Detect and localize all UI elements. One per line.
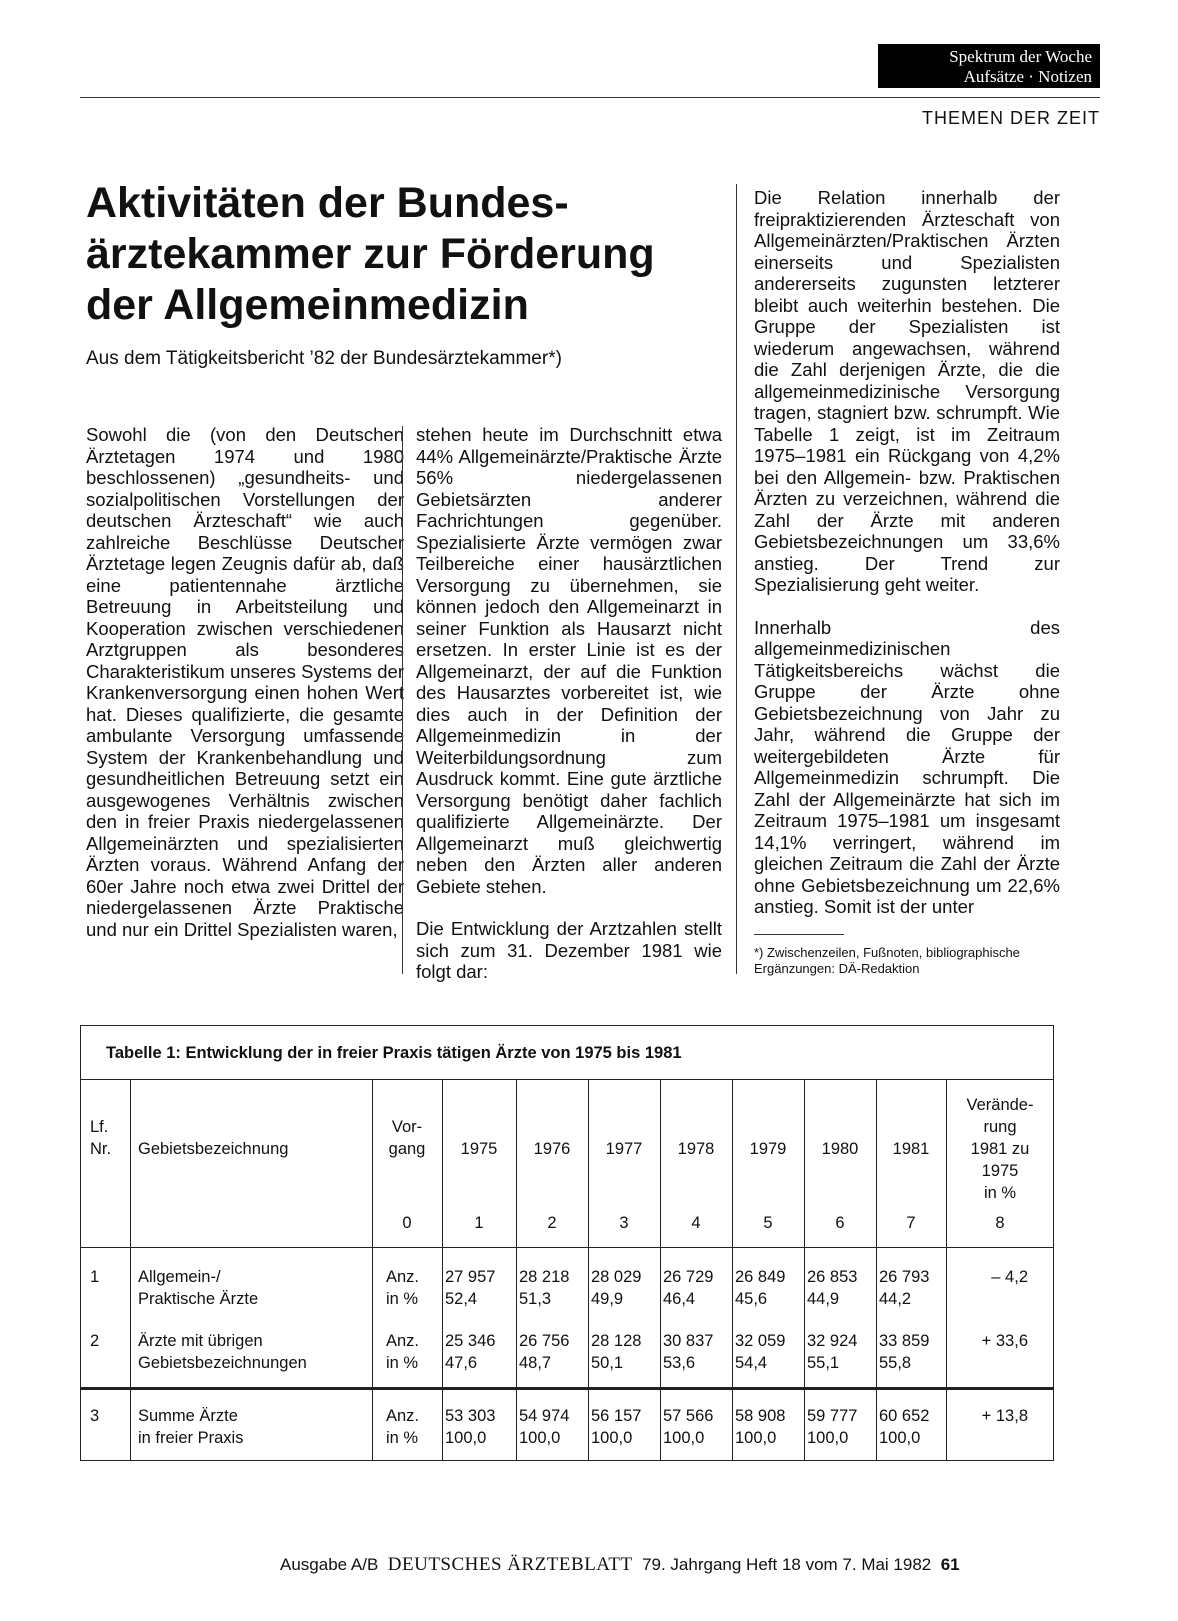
row-value: 28 029 49,9 [591, 1268, 642, 1308]
row-value: 26 756 48,7 [519, 1332, 570, 1372]
footnote: *) Zwischenzeilen, Fußnoten, bibliographische Ergänzungen: DÄ-Redaktion [754, 945, 1020, 976]
row-name: Ärzte mit übrigen Gebietsbezeichnungen [138, 1332, 307, 1372]
header-colnum: 0 [402, 1214, 412, 1232]
header-year: 1981 [892, 1140, 930, 1158]
badge-line2: Aufsätze · Notizen [963, 67, 1092, 86]
row-unit: Anz. in % [386, 1332, 420, 1372]
table-rule [80, 1247, 1054, 1248]
header-vorgang: Vor- gang [388, 1118, 426, 1158]
header-colnum: 1 [474, 1214, 484, 1232]
row-change: – 4,2 [991, 1268, 1028, 1286]
row-value: 26 793 44,2 [879, 1268, 930, 1308]
table-rule-thick [80, 1387, 1054, 1390]
row-value: 28 128 50,1 [591, 1332, 642, 1372]
table-column-rule [732, 1080, 733, 1460]
header-colnum: 7 [906, 1214, 916, 1232]
text-column-2 [416, 424, 722, 983]
row-name: Summe Ärzte in freier Praxis [138, 1407, 244, 1447]
header-gebiet: Gebietsbezeichnung [138, 1140, 289, 1158]
paragraph: Die Relation innerhalb der freipraktizierenden Ärzteschaft von Allgemeinärzten/Praktischen Ärzten einerseits und Spezialisten andererseits zugunsten letzterer bleibt auch weiterhin bestehen. Die Gruppe der Spezialisten ist wiederum angewachsen, während die Zahl derjenigen Ärzte, die die allgemeinmedizinische Versorgung tragen, stagniert bzw. schrumpft. Wie Tabelle 1 zeigt, ist im Zeitraum 1975–1981 ein Rückgang von 4,2% bei den Allgemein- bzw. Praktischen Ärzten zu verzeichnen, während die Zahl der Ärzte mit anderen Gebietsbezeichnungen um 33,6% anstieg. Der Trend zur Spezialisierung geht weiter. [754, 187, 1060, 595]
header-year: 1977 [605, 1140, 643, 1158]
row-unit: Anz. in % [386, 1407, 420, 1447]
header-colnum: 2 [547, 1214, 557, 1232]
header-colnum: 5 [763, 1214, 773, 1232]
page-footer [280, 1554, 960, 1576]
row-unit: Anz. in % [386, 1268, 420, 1308]
table-column-rule [516, 1080, 517, 1460]
row-value: 27 957 52,4 [445, 1268, 496, 1308]
header-year: 1978 [677, 1140, 715, 1158]
row-value: 54 974 100,0 [519, 1407, 570, 1447]
row-value: 26 853 44,9 [807, 1268, 858, 1308]
header-colnum: 3 [619, 1214, 629, 1232]
row-value: 58 908 100,0 [735, 1407, 786, 1447]
row-value: 57 566 100,0 [663, 1407, 714, 1447]
table-title: Tabelle 1: Entwicklung der in freier Praxis tätigen Ärzte von 1975 bis 1981 [106, 1044, 682, 1062]
row-value: 25 346 47,6 [445, 1332, 496, 1372]
header-colnum: 6 [835, 1214, 845, 1232]
column-divider [402, 426, 403, 974]
badge-line1: Spektrum der Woche [949, 47, 1092, 66]
row-nr: 2 [90, 1332, 100, 1350]
column-divider [736, 184, 737, 974]
row-change: + 13,8 [981, 1407, 1028, 1425]
section-badge [878, 44, 1100, 88]
row-value: 53 303 100,0 [445, 1407, 496, 1447]
paragraph: Die Entwicklung der Arztzahlen stellt sich zum 31. Dezember 1981 wie folgt dar: [416, 918, 722, 982]
paragraph: Innerhalb des allgemeinmedizinischen Tätigkeitsbereichs wächst die Gruppe der Ärzte ohne Gebietsbezeichnung von Jahr zu Jahr, während die Gruppe der weitergebildeten Ärzte für Allgemeinmedizin schrumpft. Die Zahl der Allgemeinärzte hat sich im Zeitraum 1975–1981 um insgesamt 14,1% verringert, während im gleichen Zeitraum die Zahl der Ärzte ohne Gebietsbezeichnung um 22,6% anstieg. Somit ist der unter [754, 616, 1060, 917]
section-label: THEMEN DER ZEIT [921, 108, 1100, 128]
header-year: 1980 [821, 1140, 859, 1158]
row-value: 28 218 51,3 [519, 1268, 570, 1308]
footer-magazine: DEUTSCHES ÄRZTEBLATT [387, 1554, 633, 1575]
table-column-rule [442, 1080, 443, 1460]
row-name: Allgemein-/ Praktische Ärzte [138, 1268, 259, 1308]
row-change: + 33,6 [981, 1332, 1028, 1350]
paragraph: stehen heute im Durchschnitt etwa 44% Allgemeinärzte/Praktische Ärzte 56% niedergelassenen Gebietsärzten anderer Fachrichtungen gegenüber. Spezialisierte Ärzte vermögen zwar Teilbereiche einer hausärztlichen Versorgung zu übernehmen, sie können jedoch den Allgemeinarzt in seiner Funktion als Hausarzt nicht ersetzen. In erster Linie ist es der Allgemeinarzt, der auf die Funktion des Hausarztes vorbereitet ist, wie dies auch in der Definition der Allgemeinmedizin in der Weiterbildungsordnung zum Ausdruck kommt. Eine gute ärztliche Versorgung benötigt daher fachlich qualifizierte Allgemeinärzte. Der Allgemeinarzt muß gleichwertig neben den Ärzten aller anderen Gebiete stehen. [416, 424, 722, 897]
table-column-rule [130, 1080, 131, 1460]
header-year: 1975 [460, 1140, 498, 1158]
article-subtitle: Aus dem Tätigkeitsbericht ’82 der Bundesärztekammer*) [86, 348, 562, 369]
table-column-rule [804, 1080, 805, 1460]
table-column-rule [876, 1080, 877, 1460]
header-year: 1976 [533, 1140, 571, 1158]
paragraph: Sowohl die (von den Deutschen Ärztetagen 1974 und 1980 beschlossenen) „gesundheits- und sozialpolitischen Vorstellungen der deutschen Ärzteschaft“ wie auch zahlreiche Beschlüsse Deutscher Ärztetage legen Zeugnis dafür ab, daß eine patientennahe ärztliche Betreuung in Arbeitsteilung und Kooperation zwischen verschiedenen Arztgruppen als besonderes Charakteristikum unseres Systems der Krankenversorgung einen hohen Wert hat. Dieses qualifizierte, die gesamte ambulante Versorgung umfassende System der Krankenbehandlung und gesundheitlichen Betreuung setzt ein ausgewogenes Verhältnis zwischen den in freier Praxis niedergelassenen Allgemeinärzten und spezialisierten Ärzten voraus. Während Anfang der 60er Jahre noch etwa zwei Drittel der niedergelassenen Ärzte Praktische und nur ein Drittel Spezialisten waren, [86, 424, 404, 940]
header-change: Verände- rung 1981 zu 1975 in % [966, 1096, 1034, 1202]
row-nr: 1 [90, 1268, 100, 1286]
page-number: 61 [940, 1555, 960, 1574]
row-value: 56 157 100,0 [591, 1407, 642, 1447]
row-value: 30 837 53,6 [663, 1332, 714, 1372]
header-colnum: 8 [995, 1214, 1005, 1232]
article-title: Aktivitäten der Bundes-ärztekammer zur Förderung der Allgemeinmedizin [86, 179, 655, 329]
row-value: 26 849 45,6 [735, 1268, 786, 1308]
footnote-rule [754, 934, 844, 935]
footer-issue: 79. Jahrgang Heft 18 vom 7. Mai 1982 [642, 1555, 932, 1574]
table-rule [80, 1079, 1054, 1080]
text-column-3 [754, 187, 1060, 918]
row-value: 32 924 55,1 [807, 1332, 858, 1372]
header-year: 1979 [749, 1140, 787, 1158]
row-nr: 3 [90, 1407, 100, 1425]
header-lfnr: Lf. Nr. [90, 1118, 112, 1158]
row-value: 60 652 100,0 [879, 1407, 930, 1447]
row-value: 26 729 46,4 [663, 1268, 714, 1308]
header-colnum: 4 [691, 1214, 701, 1232]
row-value: 33 859 55,8 [879, 1332, 930, 1372]
header-rule [80, 97, 1100, 98]
data-table [80, 1025, 1054, 1461]
table-column-rule [660, 1080, 661, 1460]
row-value: 32 059 54,4 [735, 1332, 786, 1372]
text-column-1 [86, 424, 404, 940]
row-value: 59 777 100,0 [807, 1407, 858, 1447]
footer-edition: Ausgabe A/B [280, 1555, 379, 1574]
table-column-rule [588, 1080, 589, 1460]
